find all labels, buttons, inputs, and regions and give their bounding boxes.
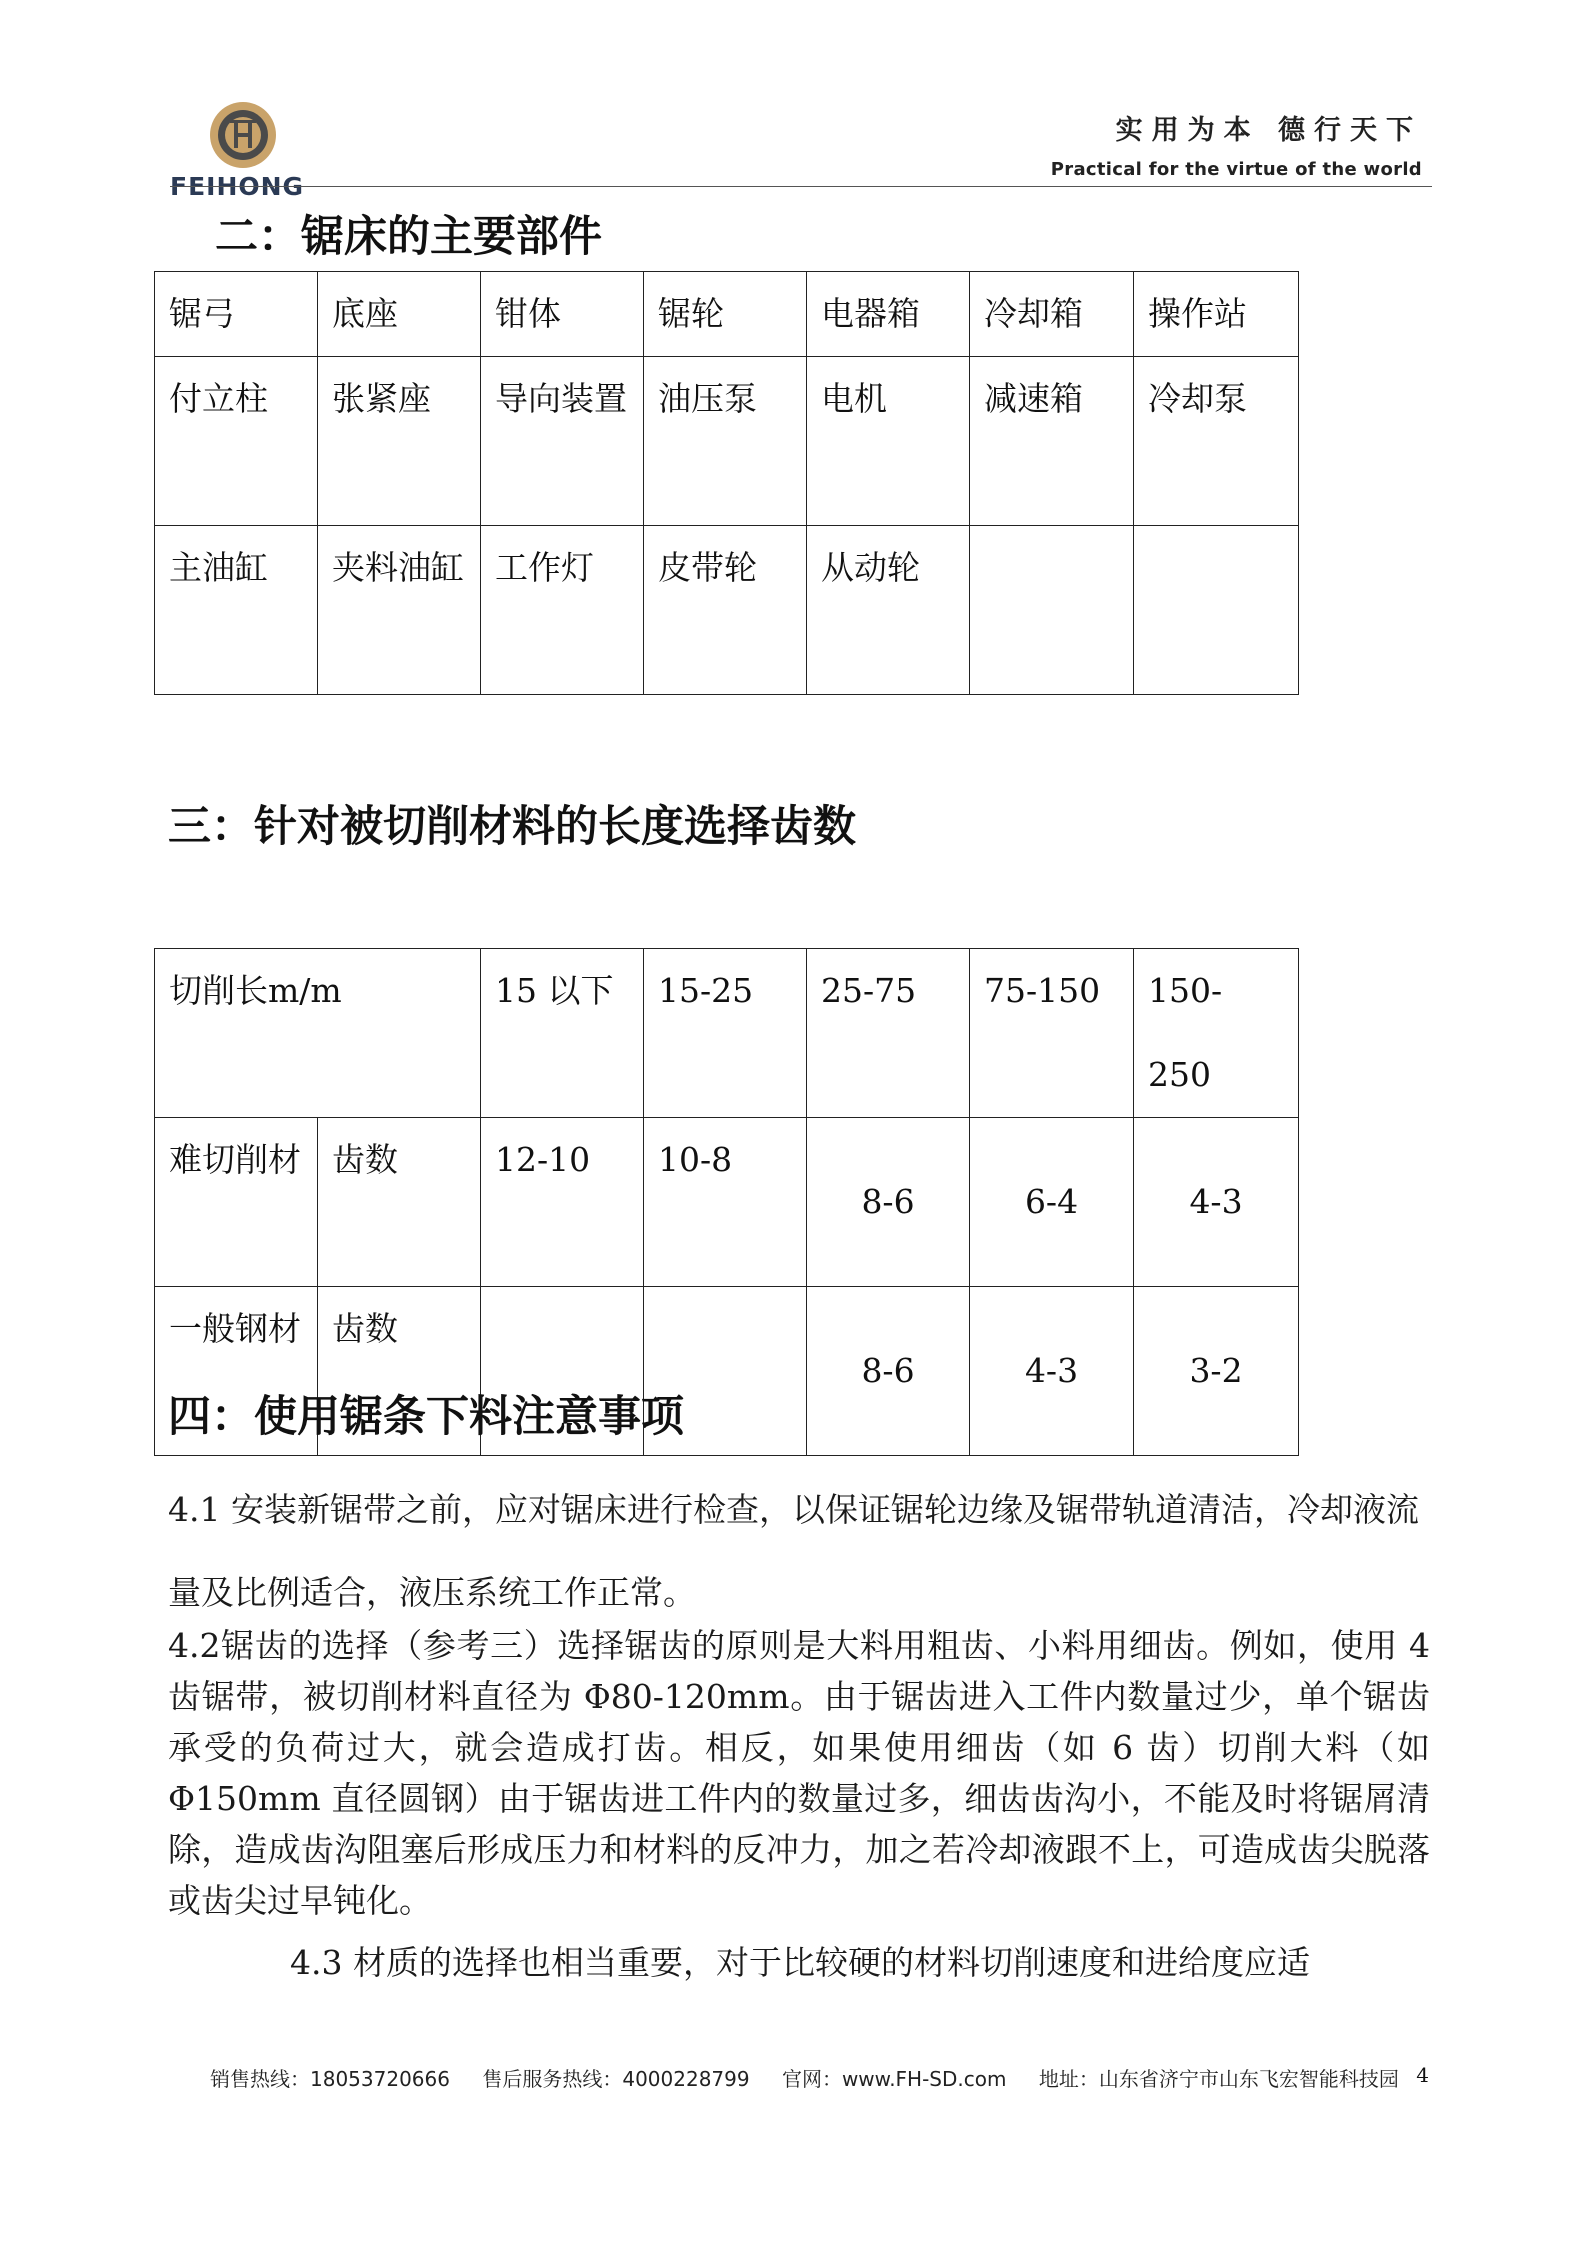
value-cell: 4-3 [1134, 1118, 1299, 1287]
range-header-cell: 15-25 [644, 949, 807, 1118]
slogan-chinese: 实用为本 德行天下 [1115, 115, 1422, 146]
section3-title: 三：针对被切削材料的长度选择齿数 [168, 802, 856, 852]
table-cell: 工作灯 [481, 526, 644, 695]
material-cell: 一般钢材 [155, 1287, 318, 1456]
slogan [1051, 108, 1422, 180]
logo-text: FEIHONG [170, 172, 305, 201]
table-header-row [155, 949, 1299, 1118]
footer [210, 2063, 1425, 2092]
table-row [155, 1118, 1299, 1287]
table-cell: 导向装置 [481, 357, 644, 526]
range-header-cell: 75-150 [970, 949, 1134, 1118]
paragraph-4-3: 4.3 材质的选择也相当重要，对于比较硬的材料切削速度和进给度应适 [290, 1943, 1310, 1982]
table-cell: 张紧座 [318, 357, 481, 526]
table-cell: 锯弓 [155, 272, 318, 357]
range-header-cell: 150-250 [1134, 949, 1299, 1118]
unit-cell: 齿数 [318, 1118, 481, 1287]
table-cell: 底座 [318, 272, 481, 357]
table-cell: 夹料油缸 [318, 526, 481, 695]
table-cell: 冷却箱 [970, 272, 1134, 357]
value-cell: 8-6 [807, 1118, 970, 1287]
table-cell: 操作站 [1134, 272, 1299, 357]
page-number: 4 [1416, 2063, 1429, 2087]
value-cell: 10-8 [644, 1118, 807, 1287]
footer-website: 官网：www.FH-SD.com [781, 2067, 1007, 2091]
section4-title: 四：使用锯条下料注意事项 [168, 1392, 684, 1442]
value-cell: 12-10 [481, 1118, 644, 1287]
table-cell: 皮带轮 [644, 526, 807, 695]
company-logo [170, 100, 320, 200]
value-cell: 6-4 [970, 1118, 1134, 1287]
value-cell: 3-2 [1134, 1287, 1299, 1456]
teeth-table [154, 948, 1299, 1456]
table-cell: 油压泵 [644, 357, 807, 526]
material-cell: 难切削材 [155, 1118, 318, 1287]
table-cell: 减速箱 [970, 357, 1134, 526]
table-row [155, 526, 1299, 695]
unit-cell: 齿数 [318, 1287, 481, 1456]
feihong-logo-icon [208, 100, 278, 170]
paragraph-4-1: 4.1 安装新锯带之前，应对锯床进行检查，以保证锯轮边缘及锯带轨道清洁，冷却液流量及比例适合，液压系统工作正常。 [168, 1490, 1419, 1612]
table-cell: 锯轮 [644, 272, 807, 357]
header-divider [170, 186, 1432, 187]
table-cell: 电机 [807, 357, 970, 526]
table-cell: 电器箱 [807, 272, 970, 357]
table-cell: 从动轮 [807, 526, 970, 695]
table-cell: 主油缸 [155, 526, 318, 695]
value-cell: 4-3 [970, 1287, 1134, 1456]
footer-address: 地址：山东省济宁市山东飞宏智能科技园 [1038, 2067, 1399, 2091]
range-header-cell: 25-75 [807, 949, 970, 1118]
range-header-cell: 15 以下 [481, 949, 644, 1118]
length-header-cell: 切削长m/m [155, 949, 481, 1118]
table-row [155, 357, 1299, 526]
footer-sales-hotline: 销售热线：18053720666 [210, 2067, 450, 2091]
value-cell: 8-6 [807, 1287, 970, 1456]
table-cell: 冷却泵 [1134, 357, 1299, 526]
table-cell: 钳体 [481, 272, 644, 357]
parts-table [154, 271, 1299, 695]
table-cell [970, 526, 1134, 695]
table-cell: 付立柱 [155, 357, 318, 526]
table-cell [1134, 526, 1299, 695]
table-row [155, 272, 1299, 357]
slogan-english: Practical for the virtue of the world [1050, 159, 1422, 180]
footer-service-hotline: 售后服务热线：4000228799 [482, 2067, 750, 2091]
paragraph-4-2: 4.2锯齿的选择（参考三）选择锯齿的原则是大料用粗齿、小料用细齿。例如，使用 4 齿锯带，被切削材料直径为 Φ80-120mm。由于锯齿进入工件内数量过少，单个锯齿承受的负荷过大，就会造成打齿。相反，如果使用细齿（如 6 齿）切削大料（如 Φ150mm 直径圆钢）由于锯齿进工件内的数量过多，细齿齿沟小，不能及时将锯屑清除，造成齿沟阻塞后形成压力和材料的反冲力，加之若冷却液跟不上，可造成齿尖脱落或齿尖过早钝化。 [168, 1626, 1430, 1920]
section2-title: 二：锯床的主要部件 [215, 212, 602, 262]
